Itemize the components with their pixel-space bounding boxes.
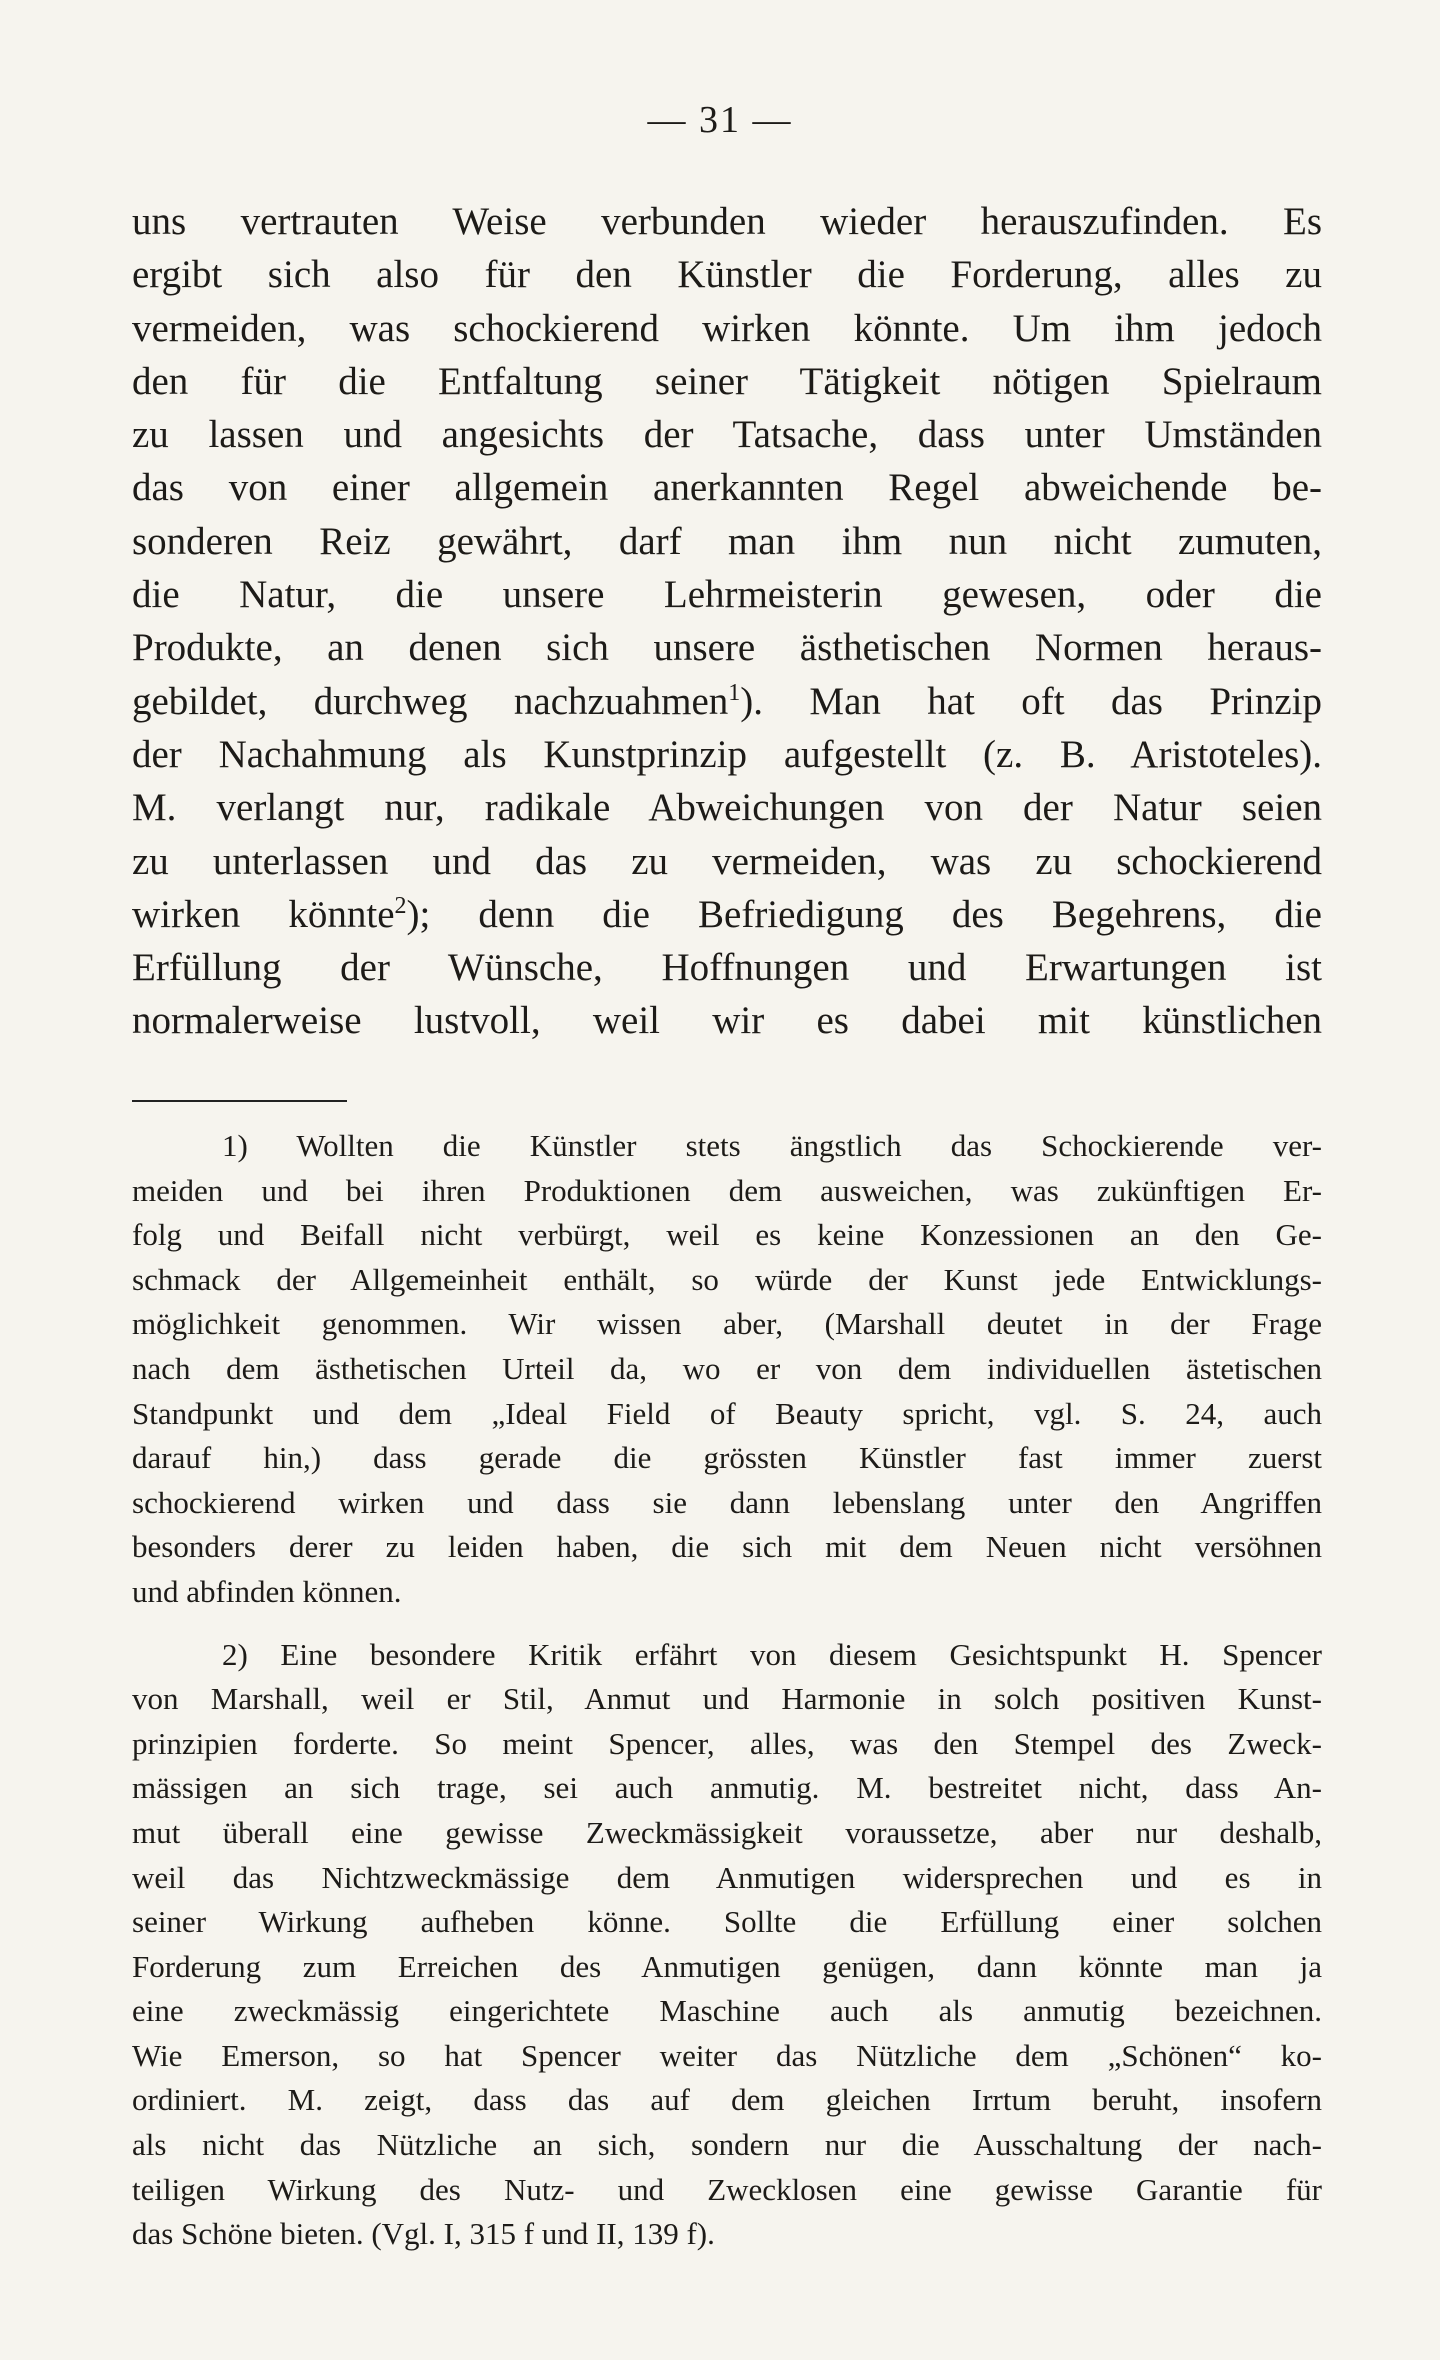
- text-line: Produkte, an denen sich unsere ästhetischen Normen heraus-: [132, 626, 1322, 670]
- footnote-line: weil das Nichtzweckmässige dem Anmutigen widersprechen und es in: [132, 1859, 1322, 1895]
- text-segment: ); denn die Befriedigung des Begehrens, die: [406, 892, 1322, 936]
- footnote-mark-1[interactable]: 1: [728, 679, 741, 706]
- text-segment: ). Man hat oft das Prinzip: [740, 679, 1322, 723]
- footnote-line: 2) Eine besondere Kritik erfährt von diesem Gesichtspunkt H. Spencer: [222, 1636, 1322, 1672]
- footnote-line: ordiniert. M. zeigt, dass das auf dem gleichen Irrtum beruht, insofern: [132, 2082, 1322, 2118]
- footnote-line: prinzipien forderte. So meint Spencer, alles, was den Stempel des Zweck-: [132, 1725, 1322, 1761]
- footnote-line: als nicht das Nützliche an sich, sondern nur die Ausschaltung der nach-: [132, 2127, 1322, 2163]
- footnote-gap: [132, 1615, 1322, 1633]
- footnotes: [132, 1124, 1322, 2257]
- footnote-line: Forderung zum Erreichen des Anmutigen genügen, dann könnte man ja: [132, 1948, 1322, 1984]
- text-line: [132, 888, 1322, 941]
- main-text: [132, 195, 1322, 1048]
- page-number: — 31 —: [647, 99, 793, 141]
- text-line: vermeiden, was schockierend wirken könnte. Um ihm jedoch: [132, 306, 1322, 350]
- text-segment: gebildet, durchweg nachzuahmen: [132, 679, 729, 723]
- footnote-1: [132, 1124, 1322, 1615]
- text-line: M. verlangt nur, radikale Abweichungen von der Natur seien: [132, 786, 1322, 830]
- footnote-mark-2[interactable]: 2: [394, 892, 407, 919]
- footnote-2: [132, 1633, 1322, 2257]
- text-line: zu lassen und angesichts der Tatsache, dass unter Umständen: [132, 413, 1322, 457]
- text-line: das von einer allgemein anerkannten Regel abweichende be-: [132, 466, 1322, 510]
- footnote-line: mut überall eine gewisse Zweckmässigkeit voraussetze, aber nur deshalb,: [132, 1814, 1322, 1850]
- footnote-line: nach dem ästhetischen Urteil da, wo er von dem individuellen ästetischen: [132, 1350, 1322, 1386]
- text-line: Erfüllung der Wünsche, Hoffnungen und Erwartungen ist: [132, 946, 1322, 990]
- footnote-line: und abfinden können.: [132, 1573, 402, 1609]
- text-line: uns vertrauten Weise verbunden wieder herauszufinden. Es: [132, 200, 1322, 243]
- text-line: sonderen Reiz gewährt, darf man ihm nun nicht zumuten,: [132, 519, 1322, 563]
- footnote-line: von Marshall, weil er Stil, Anmut und Harmonie in solch positiven Kunst-: [132, 1681, 1322, 1717]
- text-line: die Natur, die unsere Lehrmeisterin gewesen, oder die: [132, 573, 1322, 617]
- footnote-line: Standpunkt und dem „Ideal Field of Beauty spricht, vgl. S. 24, auch: [132, 1395, 1322, 1431]
- footnote-line: schockierend wirken und dass sie dann lebenslang unter den Angriffen: [132, 1484, 1322, 1520]
- footnote-line: das Schöne bieten. (Vgl. I, 315 f und II, 139 f).: [132, 2216, 715, 2252]
- footnote-line: meiden und bei ihren Produktionen dem ausweichen, was zukünftigen Er-: [132, 1172, 1322, 1208]
- footnote-line: folg und Beifall nicht verbürgt, weil es keine Konzessionen an den Ge-: [132, 1217, 1322, 1253]
- text-line: normalerweise lustvoll, weil wir es dabei mit künstlichen: [132, 999, 1322, 1043]
- footnote-line: 1) Wollten die Künstler stets ängstlich das Schockierende ver-: [222, 1128, 1322, 1163]
- footnote-line: mässigen an sich trage, sei auch anmutig. M. bestreitet nicht, dass An-: [132, 1770, 1322, 1806]
- footnote-line: schmack der Allgemeinheit enthält, so würde der Kunst jede Entwicklungs-: [132, 1261, 1322, 1297]
- text-line: [132, 675, 1322, 728]
- footnote-line: Wie Emerson, so hat Spencer weiter das Nützliche dem „Schönen“ ko-: [132, 2037, 1322, 2073]
- footnote-line: teiligen Wirkung des Nutz- und Zwecklosen eine gewisse Garantie für: [132, 2171, 1322, 2207]
- text-line: ergibt sich also für den Künstler die Forderung, alles zu: [132, 253, 1322, 297]
- footnote-line: besonders derer zu leiden haben, die sich mit dem Neuen nicht versöhnen: [132, 1529, 1322, 1565]
- text-line: der Nachahmung als Kunstprinzip aufgestellt (z. B. Aristoteles).: [132, 732, 1322, 776]
- footnote-line: eine zweckmässig eingerichtete Maschine auch als anmutig bezeichnen.: [132, 1993, 1322, 2029]
- footnote-line: seiner Wirkung aufheben könne. Sollte die Erfüllung einer solchen: [132, 1904, 1322, 1940]
- text-line: zu unterlassen und das zu vermeiden, was zu schockierend: [132, 839, 1322, 883]
- text-segment: wirken könnte: [132, 892, 395, 936]
- footnote-line: darauf hin,) dass gerade die grössten Künstler fast immer zuerst: [132, 1440, 1322, 1476]
- text-line: den für die Entfaltung seiner Tätigkeit nötigen Spielraum: [132, 359, 1322, 403]
- footnote-divider: [132, 1100, 347, 1102]
- footnote-line: möglichkeit genommen. Wir wissen aber, (Marshall deutet in der Frage: [132, 1306, 1322, 1342]
